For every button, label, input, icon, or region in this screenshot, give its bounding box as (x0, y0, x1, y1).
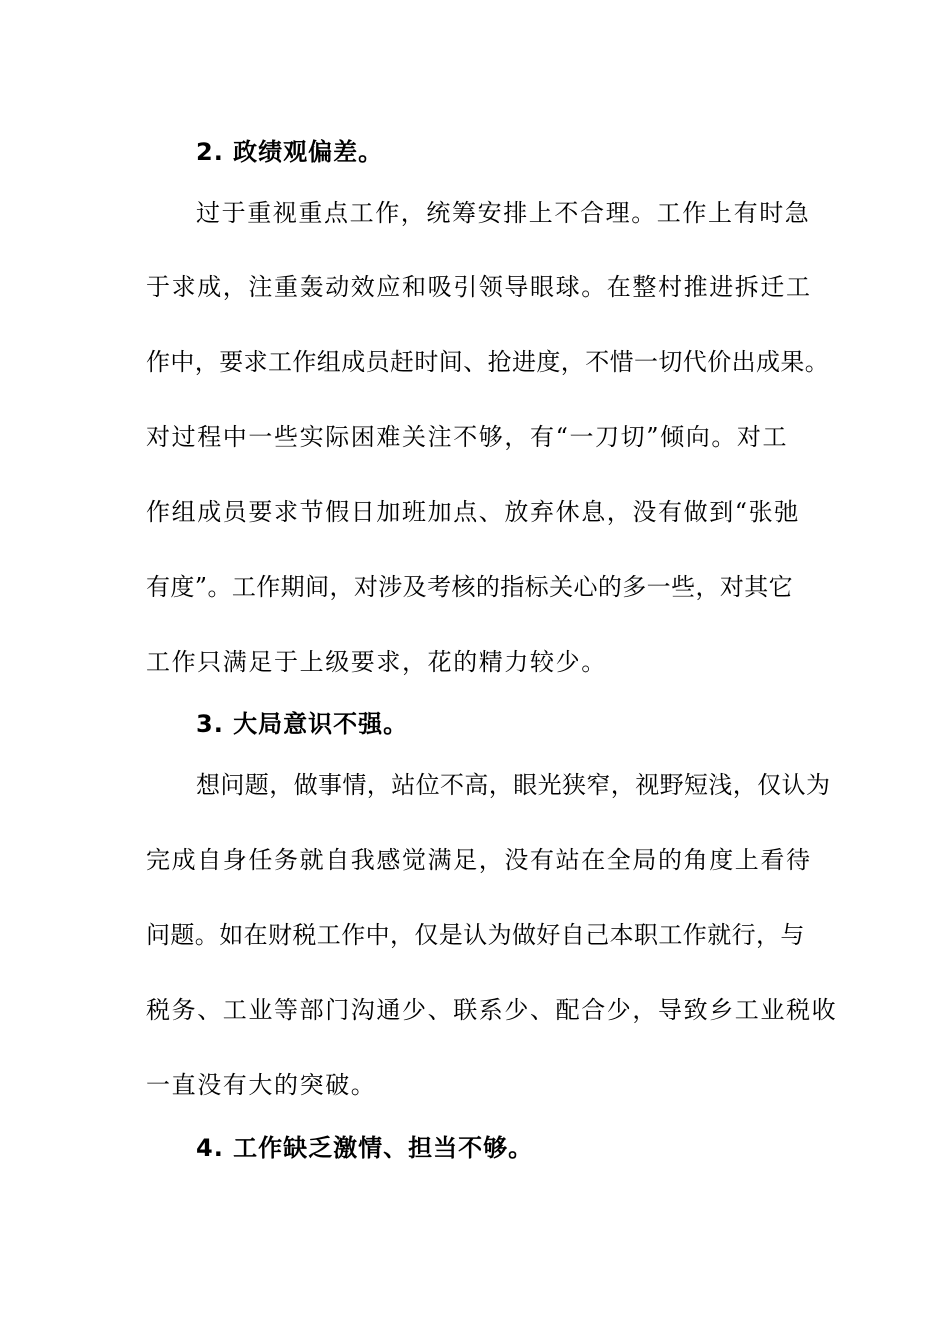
section-heading-2: 2. 政绩观偏差。 (196, 138, 384, 166)
paragraph-line: 税务、工业等部门沟通少、联系少、配合少，导致乡工业税收 (146, 996, 838, 1024)
paragraph-line: 完成自身任务就自我感觉满足，没有站在全局的角度上看待 (146, 846, 812, 874)
paragraph-line: 想问题，做事情，站位不高，眼光狭窄，视野短浅，仅认为 (196, 771, 831, 799)
paragraph-line: 一直没有大的突破。 (146, 1071, 377, 1099)
paragraph-line: 作组成员要求节假日加班加点、放弃休息，没有做到“张弛 (146, 498, 800, 526)
section-heading-3: 3. 大局意识不强。 (196, 710, 409, 738)
section-heading-4: 4. 工作缺乏激情、担当不够。 (196, 1134, 534, 1162)
paragraph-line: 于求成，注重轰动效应和吸引领导眼球。在整村推进拆迁工 (146, 273, 812, 301)
paragraph-line: 工作只满足于上级要求，花的精力较少。 (146, 648, 607, 676)
paragraph-line: 有度”。工作期间，对涉及考核的指标关心的多一些，对其它 (146, 573, 794, 601)
paragraph-line: 问题。如在财税工作中，仅是认为做好自己本职工作就行，与 (146, 921, 805, 949)
paragraph-line: 作中，要求工作组成员赶时间、抢进度，不惜一切代价出成果。 (146, 348, 830, 376)
paragraph-line: 过于重视重点工作，统筹安排上不合理。工作上有时急 (196, 199, 811, 227)
paragraph-line: 对过程中一些实际困难关注不够，有“一刀切”倾向。对工 (146, 423, 789, 451)
